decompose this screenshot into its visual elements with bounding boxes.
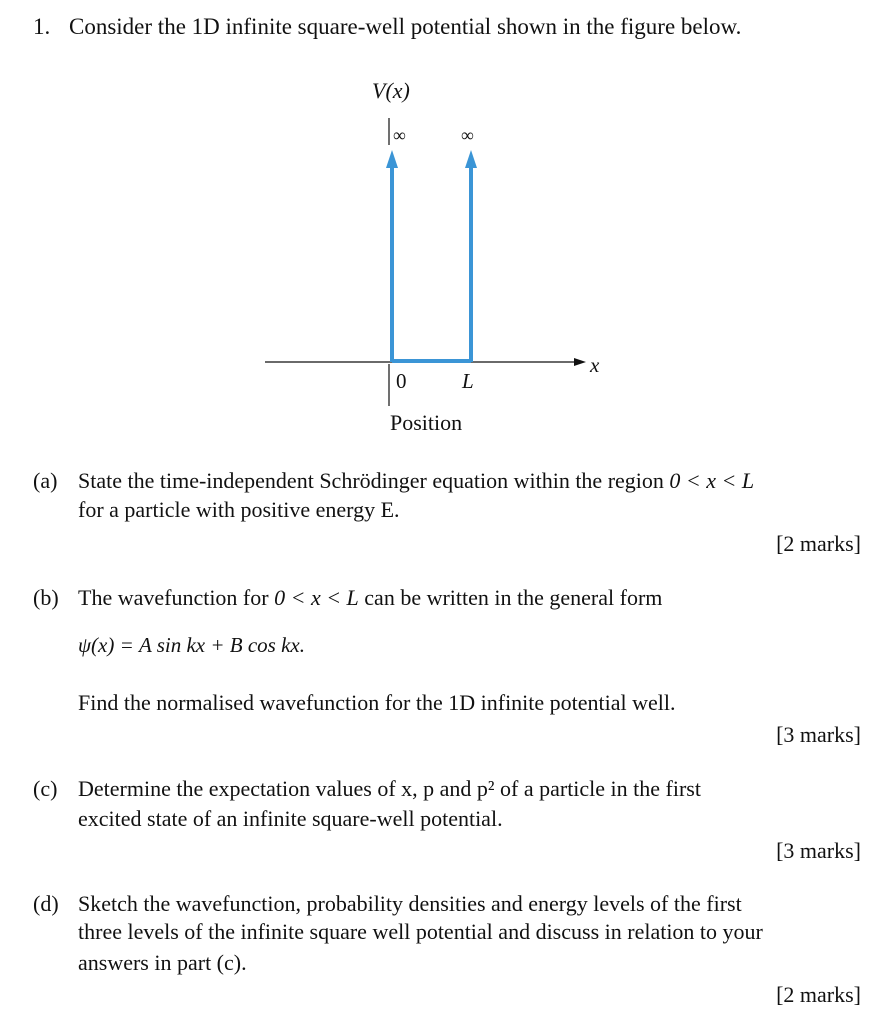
part-c-line1 xyxy=(33,773,701,805)
part-b-line3: Find the normalised wavefunction for the 1D infinite potential well. xyxy=(78,690,676,715)
part-a-marks: [2 marks] xyxy=(776,531,861,556)
part-b-label: (b) xyxy=(33,585,59,610)
well-left-arrowhead xyxy=(386,150,398,168)
part-b-line1 xyxy=(33,582,662,614)
part-b-equation: ψ(x) = A sin kx + B cos kx. xyxy=(78,633,306,657)
well-right-arrowhead xyxy=(465,150,477,168)
part-c-marks: [3 marks] xyxy=(776,838,861,863)
part-c-text: Determine the expectation values of x, p and p² of a particle in the first xyxy=(78,776,701,801)
question-text: Consider the 1D infinite square-well potential shown in the figure below. xyxy=(69,14,742,39)
figure-caption: Position xyxy=(390,410,463,435)
part-d-text: Sketch the wavefunction, probability densities and energy levels of the first xyxy=(78,891,742,916)
part-d-marks: [2 marks] xyxy=(776,982,861,1007)
tick-label-L: L xyxy=(462,369,474,393)
part-a-label: (a) xyxy=(33,468,58,493)
part-b-marks: [3 marks] xyxy=(776,722,861,747)
part-c-line2: excited state of an infinite square-well potential. xyxy=(78,806,503,831)
x-axis-label: x xyxy=(590,353,600,377)
y-axis-label: V(x) xyxy=(372,78,410,103)
part-a-text: State the time-independent Schrödinger equation within the region xyxy=(78,468,664,493)
infinity-left: ∞ xyxy=(393,125,406,145)
part-d-label: (d) xyxy=(33,891,59,916)
part-a-math: 0 < x < L xyxy=(669,468,755,493)
part-a-line1 xyxy=(33,465,754,497)
x-axis-arrowhead xyxy=(574,358,586,366)
infinity-right: ∞ xyxy=(461,125,474,145)
tick-label-zero: 0 xyxy=(396,369,407,393)
part-d-line2: three levels of the infinite square well potential and discuss in relation to your xyxy=(78,919,763,944)
part-b-math: 0 < x < L xyxy=(274,585,359,610)
part-b-text: The wavefunction for xyxy=(78,585,269,610)
question-number: 1. xyxy=(33,14,51,39)
well-walls xyxy=(386,150,477,362)
infinite-well-figure xyxy=(0,0,885,450)
part-b-text-end: can be written in the general form xyxy=(364,585,663,610)
part-d-line1 xyxy=(33,888,742,920)
part-a-line2: for a particle with positive energy E. xyxy=(78,497,400,522)
part-d-line3: answers in part (c). xyxy=(78,950,247,975)
part-c-label: (c) xyxy=(33,776,58,801)
